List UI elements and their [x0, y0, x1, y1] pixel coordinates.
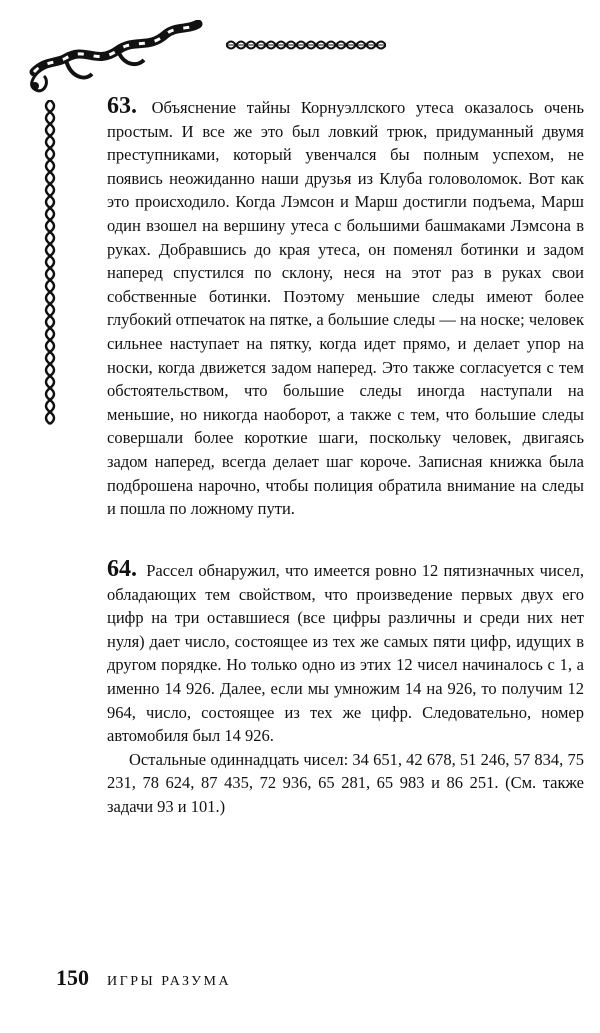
answer-text: Рассел обнаружил, что имеется ровно 12 пятизначных чисел, обладающих тем свойством, что произведение первых двух его цифр на три оставшиеся (все цифры различны и среди них нет нуля) дает число, состоящее из тех же самых пяти цифр, идущих в другом порядке. Но только одно из этих 12 чисел начиналось с 1, а именно 14 926. Далее, если мы умножим 14 на 926, то получим 12 964, число, состоящее из тех же цифр. Следовательно, номер автомобиля был 14 926. [107, 561, 584, 746]
answer-number: 64. [107, 556, 137, 582]
page-footer [56, 965, 231, 991]
page-number: 150 [56, 965, 89, 990]
answer-63 [107, 93, 584, 521]
answer-paragraph [107, 556, 584, 748]
braid-ornament [226, 38, 386, 52]
ribbon-ornament [26, 20, 206, 100]
chain-ornament [40, 100, 60, 430]
answer-64 [107, 556, 584, 819]
running-title: ИГРЫ РАЗУМА [107, 974, 232, 989]
answer-text: Объяснение тайны Корнуэллского утеса оказалось очень простым. И все же это был ловкий трюк, придуманный двумя преступниками, который увенчался бы полным успехом, не появись неожиданно наши друзья из Клуба головоломок. Вот как это происходило. Когда Лэмсон и Марш достигли подъема, Марш один взошел на вершину утеса с большими башмаками Лэмсона в руках. Добравшись до края утеса, он поменял ботинки и задом наперед спустился по склону, неся на этот раз в руках свои собственные ботинки. Поэтому меньшие следы имеют более глубокий отпечаток на пятке, а большие следы — на носке; человек сильнее наступает на пятку, когда идет прямо, и делает упор на носки, когда движется задом наперед. Это также согласуется с тем обстоятельством, что большие следы иногда наступали на меньшие, но никогда наоборот, а также с тем, что большие следы совершали более короткие шаги, поскольку человек, двигаясь задом наперед, всегда делает шаг короче. Записная книжка была подброшена нарочно, чтобы полиция обратила внимание на следы и пошла по ложному пути. [107, 98, 584, 519]
answer-number: 63. [107, 93, 137, 119]
answer-paragraph: Остальные одиннадцать чисел: 34 651, 42 678, 51 246, 57 834, 75 231, 78 624, 87 435, 72 936, 65 281, 65 983 и 86 251. (См. также задачи 93 и 101.) [107, 749, 584, 816]
answer-paragraph [107, 93, 584, 521]
